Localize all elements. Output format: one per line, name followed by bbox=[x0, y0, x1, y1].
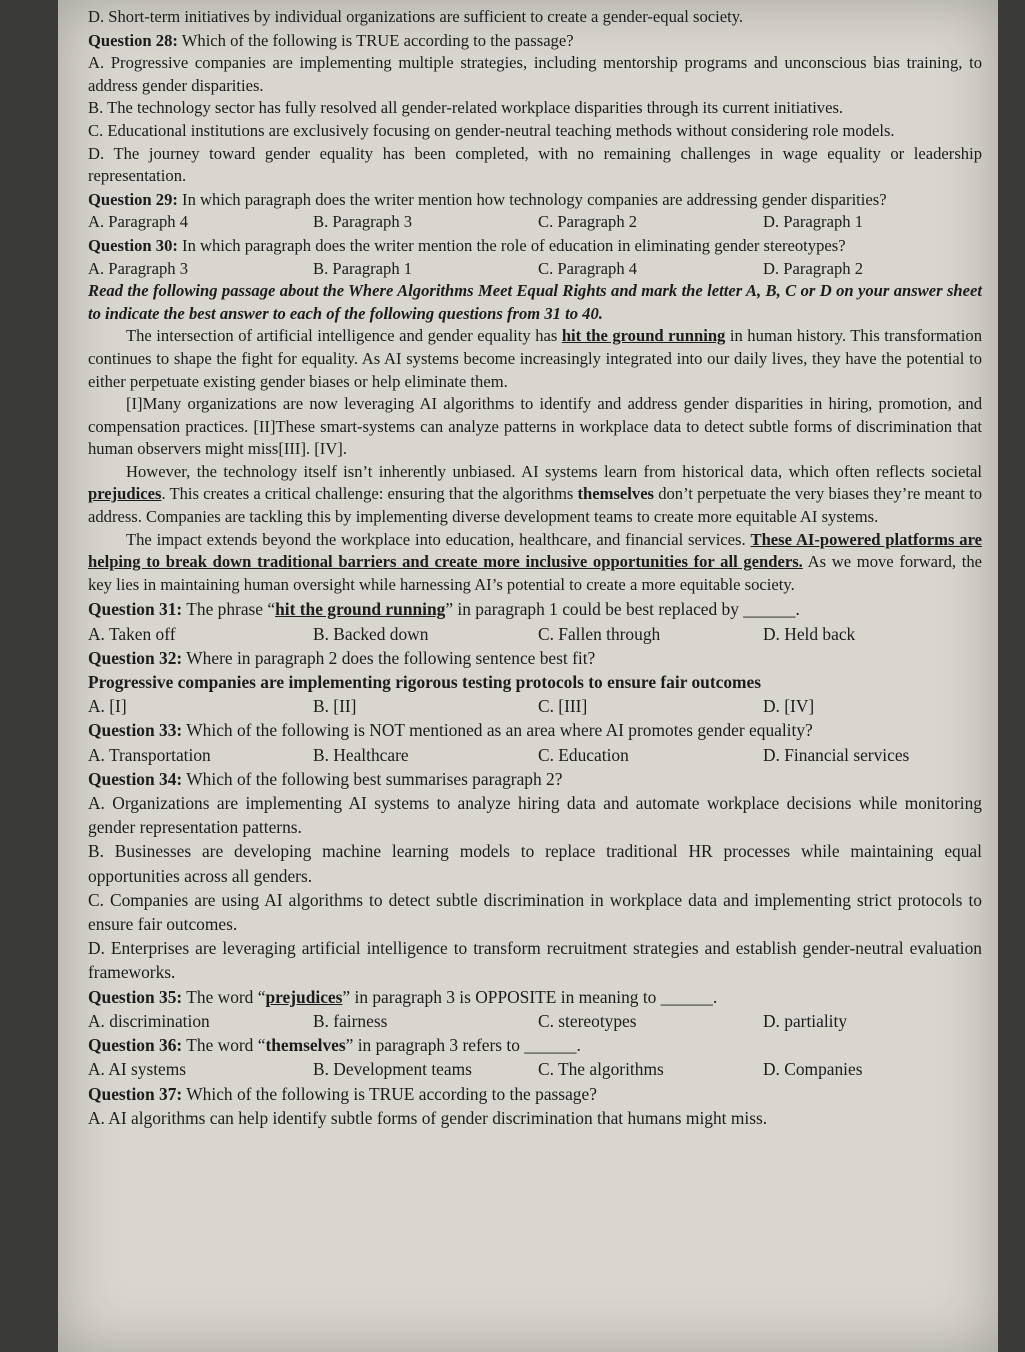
q32-sentence: Progressive companies are implementing rigorous testing protocols to ensure fair outcomes bbox=[88, 672, 762, 693]
passage-paragraph-2: [I]Many organizations are now leveraging AI algorithms to identify and address gender disparities in hiring, promotion, and compensation practices. [II]These smart-systems can analyze patterns in workplace data to detect subtle forms of discrimination that human observers might miss[III]. [IV]. bbox=[88, 394, 982, 459]
question-label: Question 28: bbox=[88, 30, 178, 50]
q30-option-d: D. Paragraph 2 bbox=[763, 258, 863, 278]
question-30 bbox=[88, 235, 982, 258]
question-label: Question 29: bbox=[88, 189, 178, 209]
q31-option-d: D. Held back bbox=[763, 623, 856, 644]
passage-paragraph-1 bbox=[88, 325, 982, 393]
reading-instruction: Read the following passage about the Where Algorithms Meet Equal Rights and mark the letter A, B, C or D on your answer sheet to indicate the best answer to each of the following questions from 31 to 40. bbox=[88, 281, 982, 323]
q29-option-a: A. Paragraph 4 bbox=[88, 212, 188, 232]
underlined-word: prejudices bbox=[88, 484, 162, 504]
q32-option-a: A. [I] bbox=[88, 696, 127, 717]
q31-options bbox=[88, 622, 982, 646]
question-stem: Which of the following is TRUE according to the passage? bbox=[182, 1083, 597, 1104]
question-31 bbox=[88, 597, 982, 621]
q34-option-a: A. Organizations are implementing AI systems to analyze hiring data and automate workplace decisions while monitoring gender representation patterns. bbox=[88, 793, 982, 838]
q30-option-c: C. Paragraph 4 bbox=[538, 258, 638, 278]
question-33 bbox=[88, 718, 982, 742]
question-label: Question 33: bbox=[88, 720, 183, 741]
underlined-word: prejudices bbox=[265, 986, 343, 1007]
text-run: As we move forward, the key lies in maintaining human oversight while harnessing AI’s potential to create a more equitable society. bbox=[88, 552, 982, 594]
q35-option-d: D. partiality bbox=[763, 1010, 848, 1031]
question-stem: Which of the following best summarises paragraph 2? bbox=[182, 768, 563, 789]
q29-option-d: D. Paragraph 1 bbox=[763, 212, 863, 232]
question-stem: In which paragraph does the writer mention the role of education in eliminating gender stereotypes? bbox=[177, 235, 846, 255]
question-label: Question 30: bbox=[88, 235, 178, 255]
question-stem: In which paragraph does the writer mention how technology companies are addressing gender disparities? bbox=[177, 189, 887, 209]
question-35 bbox=[88, 985, 982, 1009]
q33-options bbox=[88, 743, 982, 767]
text-run: The intersection of artificial intelligence and gender equality has bbox=[126, 326, 562, 346]
text-run: The word “ bbox=[182, 1035, 266, 1056]
q33-option-d: D. Financial services bbox=[763, 744, 910, 765]
q30-options bbox=[88, 258, 982, 281]
q32-option-b: B. [II] bbox=[313, 696, 357, 717]
q35-option-b: B. fairness bbox=[313, 1010, 388, 1031]
q32-options bbox=[88, 694, 982, 718]
q28-option-a: A. Progressive companies are implementing multiple strategies, including mentorship programs and unconscious bias training, to address gender disparities. bbox=[88, 53, 982, 95]
q34-option-d: D. Enterprises are leveraging artificial intelligence to transform recruitment strategies and establish gender-neutral evaluation frameworks. bbox=[88, 938, 982, 983]
text-run: in human history. This transformation continues to shape the fight for equality. As AI systems become increasingly integrated into our daily lives, they have the potential to either perpetuate existing gender biases or help eliminate them. bbox=[88, 326, 982, 391]
q36-options bbox=[88, 1057, 982, 1081]
bold-word: themselves bbox=[265, 1035, 346, 1056]
question-37 bbox=[88, 1082, 982, 1106]
q32-option-d: D. [IV] bbox=[763, 696, 815, 717]
q36-option-c: C. The algorithms bbox=[538, 1059, 664, 1080]
q31-option-c: C. Fallen through bbox=[538, 623, 661, 644]
exam-content bbox=[88, 6, 982, 1130]
question-stem: Which of the following is NOT mentioned as an area where AI promotes gender equality? bbox=[182, 720, 813, 741]
question-label: Question 37: bbox=[88, 1083, 183, 1104]
q36-option-b: B. Development teams bbox=[313, 1059, 472, 1080]
question-34 bbox=[88, 767, 982, 791]
question-28 bbox=[88, 30, 982, 53]
q28-option-c: C. Educational institutions are exclusively focusing on gender-neutral teaching methods without considering role models. bbox=[88, 120, 895, 140]
q30-option-a: A. Paragraph 3 bbox=[88, 258, 188, 278]
text-run: ” in paragraph 3 is OPPOSITE in meaning to ______. bbox=[342, 986, 718, 1007]
text-run: The word “ bbox=[182, 986, 266, 1007]
q29-option-c: C. Paragraph 2 bbox=[538, 212, 638, 232]
q32-option-c: C. [III] bbox=[538, 696, 588, 717]
question-29 bbox=[88, 189, 982, 212]
q29-option-b: B. Paragraph 3 bbox=[313, 212, 413, 232]
q28-option-d: D. The journey toward gender equality has been completed, with no remaining challenges in wage equality or leadership representation. bbox=[88, 143, 982, 186]
text-run: don’t perpetuate the very biases they’re meant to address. Companies are tackling this by implementing diverse development teams to create more equitable AI systems. bbox=[88, 484, 982, 527]
passage-paragraph-4 bbox=[88, 529, 982, 597]
text-run: The impact extends beyond the workplace into education, healthcare, and financial services. bbox=[126, 529, 751, 549]
text-run: The phrase “ bbox=[182, 599, 276, 620]
question-label: Question 32: bbox=[88, 647, 183, 668]
question-36 bbox=[88, 1033, 982, 1057]
question-stem: Which of the following is TRUE according to the passage? bbox=[177, 30, 574, 50]
q37-option-a: A. AI algorithms can help identify subtle forms of gender discrimination that humans might miss. bbox=[88, 1107, 768, 1128]
q36-option-d: D. Companies bbox=[763, 1059, 863, 1080]
underlined-phrase: hit the ground running bbox=[561, 326, 726, 346]
underlined-phrase: hit the ground running bbox=[275, 599, 446, 620]
q33-option-c: C. Education bbox=[538, 744, 629, 765]
question-32 bbox=[88, 646, 982, 670]
q34-option-b: B. Businesses are developing machine learning models to replace traditional HR processes while maintaining equal opportunities across all genders. bbox=[88, 841, 982, 886]
underlined-sentence: These AI-powered platforms are helping to break down traditional barriers and create more inclusive opportunities for all genders. bbox=[88, 529, 983, 572]
passage-paragraph-3 bbox=[88, 461, 982, 529]
question-stem: Where in paragraph 2 does the following sentence best fit? bbox=[182, 647, 596, 668]
text-run: However, the technology itself isn’t inherently unbiased. AI systems learn from historical data, which often reflects societal bbox=[126, 461, 982, 481]
q34-option-c: C. Companies are using AI algorithms to detect subtle discrimination in workplace data and implementing strict protocols to ensure fair outcomes. bbox=[88, 889, 982, 935]
question-label: Question 34: bbox=[88, 768, 183, 789]
q29-options bbox=[88, 211, 982, 234]
text-run: ” in paragraph 3 refers to ______. bbox=[345, 1035, 581, 1056]
q30-option-b: B. Paragraph 1 bbox=[313, 258, 413, 278]
q35-option-c: C. stereotypes bbox=[538, 1010, 637, 1031]
q31-option-b: B. Backed down bbox=[313, 623, 429, 644]
q31-option-a: A. Taken off bbox=[88, 623, 176, 644]
q28-option-b: B. The technology sector has fully resolved all gender-related workplace disparities through its current initiatives. bbox=[88, 98, 844, 118]
text-run: . This creates a critical challenge: ensuring that the algorithms bbox=[161, 484, 578, 504]
question-label: Question 31: bbox=[88, 599, 183, 620]
bold-word: themselves bbox=[577, 484, 655, 504]
q27-option-d: D. Short-term initiatives by individual organizations are sufficient to create a gender-equal society. bbox=[88, 7, 744, 26]
text-run: ” in paragraph 1 could be best replaced by ______. bbox=[445, 599, 800, 620]
q35-options bbox=[88, 1009, 982, 1033]
question-label: Question 36: bbox=[88, 1035, 183, 1056]
q33-option-b: B. Healthcare bbox=[313, 744, 409, 765]
q35-option-a: A. discrimination bbox=[88, 1010, 210, 1031]
question-label: Question 35: bbox=[88, 986, 183, 1007]
q33-option-a: A. Transportation bbox=[88, 744, 211, 765]
q36-option-a: A. AI systems bbox=[88, 1059, 187, 1080]
